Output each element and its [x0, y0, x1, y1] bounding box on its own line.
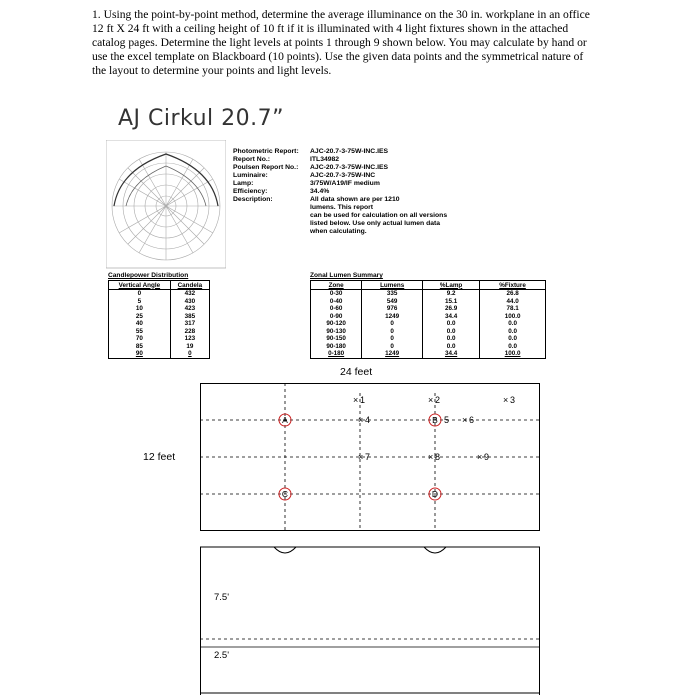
fixture-c-label: C — [281, 489, 289, 499]
candlepower-table: Vertical Angle Candela 0 432 5 430 10 423 25 385 40 317 55 228 70 123 85 19 90 0 — [108, 280, 210, 359]
table-row: 0-180 1249 34.4 100.0 — [311, 350, 546, 358]
table-row: 70 123 — [109, 335, 210, 343]
fixture-b-label: B — [432, 415, 438, 425]
svg-text:×: × — [428, 452, 434, 462]
svg-text:×: × — [353, 395, 359, 405]
point-6-label: 6 — [469, 415, 475, 425]
table-row: 90 0 — [109, 350, 210, 358]
table-row: 0-60 976 26.9 78.1 — [311, 305, 546, 313]
report-note: can be used for calculation on all versions listed below. Use only actual lumen data when calculating. — [310, 212, 448, 235]
svg-text:×: × — [358, 415, 364, 425]
svg-text:×: × — [428, 395, 434, 405]
table-row: 25 385 — [109, 313, 210, 321]
section-view — [200, 545, 540, 695]
point-2-label: 2 — [435, 395, 441, 405]
table-row: 5 430 — [109, 298, 210, 306]
point-4-label: 4 — [365, 415, 371, 425]
zonal-title: Zonal Lumen Summary — [310, 272, 383, 279]
question-text: 1. Using the point-by-point method, determine the average illuminance on the 30 in. workplane in an office 12 ft X 24 ft with a ceiling height of 10 ft if it is illuminated with 4 light fixtures shown in the attached catalog pages. Determine the light levels at points 1 through 9 shown below. You may calculate by hand or use the excel template on Blackboard (10 points). Use the given data points and the symmetrical nature of the layout to determine your points and light levels. — [92, 8, 590, 77]
candlepower-title: Candlepower Distribution — [108, 272, 189, 279]
table-row: 40 317 — [109, 320, 210, 328]
table-row: 90-180 0 0.0 0.0 — [311, 343, 546, 351]
point-9-label: 9 — [484, 452, 490, 462]
table-row: 90-130 0 0.0 0.0 — [311, 328, 546, 336]
height-label: 12 feet — [143, 451, 176, 463]
table-row: 55 228 — [109, 328, 210, 336]
workplane-height-label: 2.5' — [214, 650, 230, 661]
point-5-label: 5 — [444, 415, 450, 425]
photometric-report: Photometric Report: AJC-20.7-3-75W-INC.IES Report No.: ITL34982 Poulsen Report No.: AJC-20.7-3-75W-INC.IES Luminaire: AJC-20.7-3-75W-INC Lamp: 3/75W/A19/IF medium Efficiency: 34.4% Description: All data shown are per 1210 lumens. This report can be used for calculation on all versions listed below. Use only actual lumen data when calculating. — [233, 148, 450, 236]
point-1-label: 1 — [360, 395, 366, 405]
width-label: 24 feet — [340, 366, 373, 378]
table-row: 0 432 — [109, 290, 210, 298]
svg-text:×: × — [503, 395, 509, 405]
fixture-a-label: A — [282, 415, 288, 425]
product-title: AJ Cirkul 20.7” — [118, 106, 285, 131]
svg-text:×: × — [358, 452, 364, 462]
zonal-table: Zone Lumens %Lamp %Fixture 0-30 335 9.2 26.8 0-40 549 15.1 44.0 0-60 976 26.9 78.1 0-90 1249 34.4 100.0 90-120 0 0.0 0.0 90-130 0 0.0 0.0 90-150 0 0.0 0.0 90-180 0 0.0 0.0 0-180 1249 34.4 100.0 — [310, 280, 546, 359]
room-plan — [200, 383, 540, 531]
point-3-label: 3 — [510, 395, 516, 405]
point-8-label: 8 — [435, 452, 441, 462]
fixture-d-label: D — [431, 489, 439, 499]
table-row: 90-150 0 0.0 0.0 — [311, 335, 546, 343]
table-row: 0-30 335 9.2 26.8 — [311, 290, 546, 298]
svg-text:×: × — [462, 415, 468, 425]
table-row: 90-120 0 0.0 0.0 — [311, 320, 546, 328]
point-7-label: 7 — [365, 452, 371, 462]
table-row: 0-90 1249 34.4 100.0 — [311, 313, 546, 321]
polar-candlepower-diagram — [106, 140, 226, 270]
table-row: 10 423 — [109, 305, 210, 313]
table-row: 0-40 549 15.1 44.0 — [311, 298, 546, 306]
svg-text:×: × — [477, 452, 483, 462]
table-row: 85 19 — [109, 343, 210, 351]
height-above-workplane-label: 7.5' — [214, 592, 230, 603]
